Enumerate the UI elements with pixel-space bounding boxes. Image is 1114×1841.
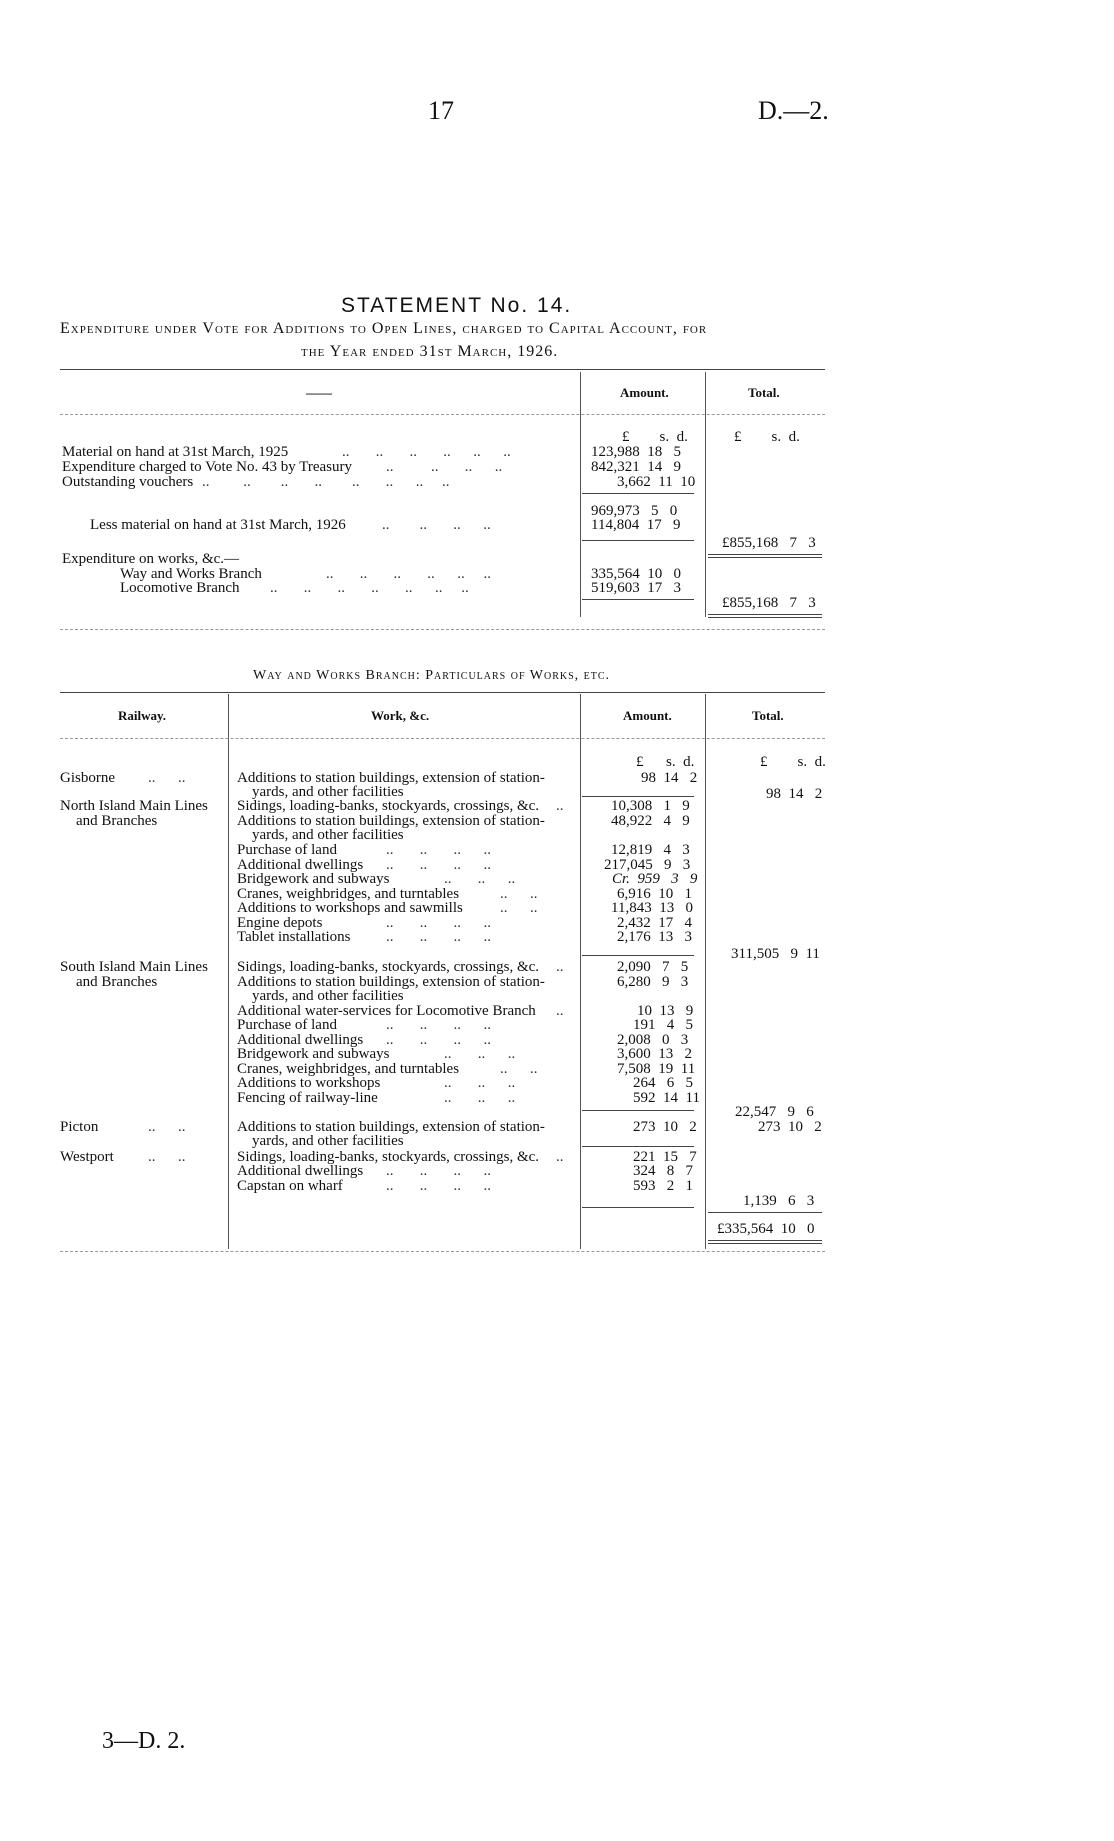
work-description: Additions to station buildings, extension of station- xyxy=(237,1119,545,1135)
statement-row-amount: 3,662 11 10 xyxy=(617,474,696,490)
leader-dots: .. .. .. xyxy=(444,871,516,887)
work-amount: 10,308 1 9 xyxy=(611,798,690,814)
work-amount: 221 15 7 xyxy=(633,1149,697,1165)
railway-total: 1,139 6 3 xyxy=(743,1193,815,1209)
leader-dots: .. .. .. .. .. .. xyxy=(342,444,511,460)
leader-dots: .. .. .. xyxy=(444,1090,516,1106)
work-amount: 10 13 9 xyxy=(637,1003,694,1019)
work-amount: 98 14 2 xyxy=(641,770,698,786)
leader-dots: .. .. xyxy=(148,1149,186,1165)
leader-dots: .. .. .. .. xyxy=(386,1017,491,1033)
work-description: Purchase of land xyxy=(237,842,337,858)
work-description: Sidings, loading-banks, stockyards, crossings, &c. xyxy=(237,959,540,975)
work-amount: 12,819 4 3 xyxy=(611,842,690,858)
document-reference: D.—2. xyxy=(758,96,829,125)
work-description: Engine depots xyxy=(237,915,323,931)
work-description: Capstan on wharf xyxy=(237,1178,343,1194)
work-amount: 217,045 9 3 xyxy=(604,857,691,873)
work-amount: 264 6 5 xyxy=(633,1075,693,1091)
sum-rule xyxy=(582,493,694,494)
leader-dots: .. .. xyxy=(148,770,186,786)
sum-rule xyxy=(708,1240,822,1241)
page-number: 17 xyxy=(428,96,454,125)
work-description: Additions to station buildings, extension of station- xyxy=(237,770,545,786)
leader-dots: .. .. .. .. xyxy=(386,1178,491,1194)
sum-rule xyxy=(708,557,822,558)
sum-rule xyxy=(708,1212,822,1213)
work-amount: 324 8 7 xyxy=(633,1163,693,1179)
leader-dots: .. xyxy=(556,1149,564,1165)
statement-row-amount: 969,973 5 0 xyxy=(591,503,678,519)
leader-dots: .. xyxy=(556,959,564,975)
leader-dots: .. .. .. .. xyxy=(386,915,491,931)
leader-dots: .. .. .. .. xyxy=(386,459,503,475)
railway-name: North Island Main Lines xyxy=(60,798,208,814)
leader-dots: .. .. .. .. xyxy=(386,857,491,873)
column-header-amount: Amount. xyxy=(623,708,672,723)
statement-row-label: Outstanding vouchers xyxy=(62,474,194,490)
column-header-description: —— xyxy=(306,385,332,400)
leader-dots: .. .. xyxy=(500,886,538,902)
works-row-amount: 519,603 17 3 xyxy=(591,580,681,596)
statement-title: STATEMENT No. 14. xyxy=(341,294,573,317)
work-amount: 48,922 4 9 xyxy=(611,813,690,829)
railway-total: 311,505 9 11 xyxy=(731,946,820,962)
column-header-total: Total. xyxy=(748,385,780,400)
railway-name: and Branches xyxy=(76,813,158,829)
leader-dots: .. .. .. .. xyxy=(386,1163,491,1179)
works-label: Expenditure on works, &c.— xyxy=(62,551,240,567)
amount-units: £ s. d. xyxy=(636,754,695,770)
leader-dots: .. xyxy=(556,1003,564,1019)
work-amount: 3,600 13 2 xyxy=(617,1046,692,1062)
statement-subtotal: £855,168 7 3 xyxy=(722,595,816,611)
sum-rule xyxy=(582,1146,694,1147)
work-amount: 191 4 5 xyxy=(633,1017,693,1033)
leader-dots: .. .. .. xyxy=(444,1046,516,1062)
statement-subtitle-line2: the Year ended 31st March, 1926. xyxy=(301,343,559,360)
work-amount: 7,508 19 11 xyxy=(617,1061,696,1077)
leader-dots: .. .. xyxy=(500,1061,538,1077)
work-description: yards, and other facilities xyxy=(252,827,404,843)
work-description: yards, and other facilities xyxy=(252,988,404,1004)
column-rule xyxy=(705,372,706,617)
leader-dots: .. .. .. .. .. .. .. .. xyxy=(202,474,450,490)
table-top-rule xyxy=(60,692,825,693)
work-description: Sidings, loading-banks, stockyards, crossings, &c. xyxy=(237,798,540,814)
statement-subtotal: £855,168 7 3 xyxy=(722,535,816,551)
statement-row-label: Less material on hand at 31st March, 1926 xyxy=(90,517,346,533)
column-rule xyxy=(580,372,581,617)
sum-rule xyxy=(708,554,822,555)
work-description: Cranes, weighbridges, and turntables xyxy=(237,886,460,902)
leader-dots: .. .. .. .. xyxy=(386,842,491,858)
work-description: Additional dwellings xyxy=(237,1163,364,1179)
table-bottom-rule xyxy=(60,629,825,630)
railway-name: South Island Main Lines xyxy=(60,959,208,975)
work-description: Tablet installations xyxy=(237,929,351,945)
column-rule xyxy=(705,694,706,1249)
sum-rule xyxy=(708,1243,822,1244)
work-description: Sidings, loading-banks, stockyards, crossings, &c. xyxy=(237,1149,540,1165)
work-amount: 593 2 1 xyxy=(633,1178,693,1194)
leader-dots: .. .. .. .. .. .. .. xyxy=(270,580,469,596)
work-description: Additional water-services for Locomotive Branch xyxy=(237,1003,536,1019)
statement-row-label: Expenditure charged to Vote No. 43 by Treasury xyxy=(62,459,352,475)
leader-dots: .. .. xyxy=(500,900,538,916)
leader-dots: .. .. .. .. xyxy=(382,517,491,533)
sum-rule xyxy=(582,1110,694,1111)
leader-dots: .. xyxy=(556,798,564,814)
leader-dots: .. .. .. xyxy=(444,1075,516,1091)
column-header-railway: Railway. xyxy=(118,708,167,723)
works-row-label: Way and Works Branch xyxy=(120,566,262,582)
footer-signature: 3—D. 2. xyxy=(102,1728,186,1754)
sum-rule xyxy=(708,617,822,618)
sum-rule xyxy=(582,796,694,797)
table-top-rule xyxy=(60,369,825,370)
sum-rule xyxy=(582,599,694,600)
statement-row-amount: 114,804 17 9 xyxy=(591,517,681,533)
work-description: Bridgework and subways xyxy=(237,1046,390,1062)
statement-subtitle-line1: Expenditure under Vote for Additions to Open Lines, charged to Capital Account, for xyxy=(60,320,708,337)
column-header-total: Total. xyxy=(752,708,784,723)
work-description: yards, and other facilities xyxy=(252,784,404,800)
statement-row-label: Material on hand at 31st March, 1925 xyxy=(62,444,289,460)
leader-dots: .. .. .. .. xyxy=(386,929,491,945)
grand-total: £335,564 10 0 xyxy=(717,1221,815,1237)
work-description: Additions to station buildings, extension of station- xyxy=(237,974,545,990)
works-row-amount: 335,564 10 0 xyxy=(591,566,681,582)
work-amount: 6,916 10 1 xyxy=(617,886,692,902)
work-description: Bridgework and subways xyxy=(237,871,390,887)
railway-name: Gisborne xyxy=(60,770,115,786)
header-rule xyxy=(60,738,825,739)
railway-total: 273 10 2 xyxy=(758,1119,822,1135)
work-amount: 592 14 11 xyxy=(633,1090,700,1106)
statement-row-amount: 123,988 18 5 xyxy=(591,444,681,460)
work-description: Additions to workshops and sawmills xyxy=(237,900,463,916)
statement-row-amount: 842,321 14 9 xyxy=(591,459,681,475)
work-amount: Cr. 959 3 9 xyxy=(612,871,698,887)
amount-units: £ s. d. xyxy=(622,429,688,445)
column-rule xyxy=(580,694,581,1249)
work-amount: 2,090 7 5 xyxy=(617,959,689,975)
leader-dots: .. .. .. .. xyxy=(386,1032,491,1048)
work-description: yards, and other facilities xyxy=(252,1133,404,1149)
work-description: Additions to workshops xyxy=(237,1075,381,1091)
sum-rule xyxy=(582,955,694,956)
work-description: Additional dwellings xyxy=(237,857,364,873)
work-amount: 273 10 2 xyxy=(633,1119,697,1135)
particulars-title: Way and Works Branch: Particulars of Works, etc. xyxy=(253,668,611,683)
work-description: Additional dwellings xyxy=(237,1032,364,1048)
work-amount: 6,280 9 3 xyxy=(617,974,689,990)
leader-dots: .. .. xyxy=(148,1119,186,1135)
column-rule xyxy=(228,694,229,1249)
railway-total: 98 14 2 xyxy=(766,786,823,802)
column-header-amount: Amount. xyxy=(620,385,669,400)
sum-rule xyxy=(708,614,822,615)
work-amount: 11,843 13 0 xyxy=(611,900,693,916)
work-description: Cranes, weighbridges, and turntables xyxy=(237,1061,460,1077)
work-amount: 2,432 17 4 xyxy=(617,915,692,931)
column-header-work: Work, &c. xyxy=(371,708,430,723)
railway-name: and Branches xyxy=(76,974,158,990)
railway-name: Picton xyxy=(60,1119,99,1135)
sum-rule xyxy=(582,540,694,541)
work-amount: 2,176 13 3 xyxy=(617,929,692,945)
header-rule xyxy=(60,414,825,415)
sum-rule xyxy=(582,1207,694,1208)
total-units: £ s. d. xyxy=(734,429,800,445)
railway-name: Westport xyxy=(60,1149,114,1165)
work-description: Purchase of land xyxy=(237,1017,337,1033)
total-units: £ s. d. xyxy=(760,754,826,770)
work-description: Fencing of railway-line xyxy=(237,1090,378,1106)
works-row-label: Locomotive Branch xyxy=(120,580,240,596)
railway-total: 22,547 9 6 xyxy=(735,1104,814,1120)
leader-dots: .. .. .. .. .. .. xyxy=(326,566,491,582)
table-bottom-rule xyxy=(60,1251,825,1252)
work-amount: 2,008 0 3 xyxy=(617,1032,689,1048)
work-description: Additions to station buildings, extension of station- xyxy=(237,813,545,829)
